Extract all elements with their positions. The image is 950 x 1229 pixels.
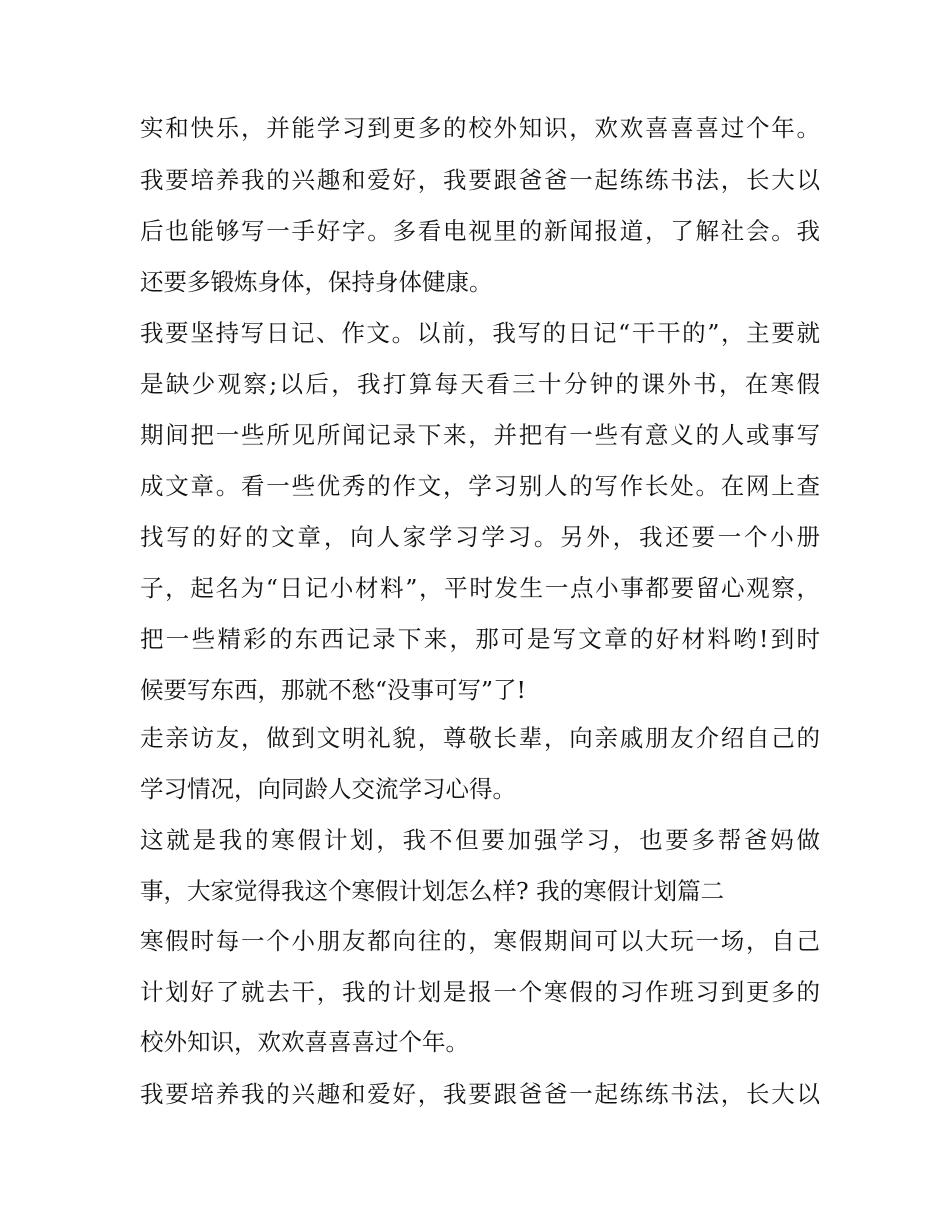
text-line: 实和快乐，并能学习到更多的校外知识，欢欢喜喜喜过个年。 — [140, 114, 820, 142]
text-line: 成文章。看一些优秀的作文，学习别人的写作长处。在网上查 — [140, 472, 820, 500]
text-line: 还要多锻炼身体，保持身体健康。 — [140, 268, 493, 296]
text-line: 这就是我的寒假计划，我不但要加强学习，也要多帮爸妈做 — [140, 826, 820, 854]
text-line: 事，大家觉得我这个寒假计划怎么样? 我的寒假计划篇二 — [140, 877, 725, 905]
text-line: 找写的好的文章，向人家学习学习。另外，我还要一个小册 — [140, 523, 820, 551]
text-line: 我要坚持写日记、作文。以前，我写的日记“干干的”，主要就 — [140, 319, 820, 347]
text-line: 计划好了就去干，我的计划是报一个寒假的习作班习到更多的 — [140, 978, 820, 1006]
text-line: 期间把一些所见所闻记录下来，并把有一些有意义的人或事写 — [140, 421, 820, 449]
text-line: 后也能够写一手好字。多看电视里的新闻报道，了解社会。我 — [140, 217, 820, 245]
text-line: 校外知识，欢欢喜喜喜过个年。 — [140, 1028, 469, 1056]
text-line: 候要写东西，那就不愁“没事可写”了! — [140, 676, 526, 704]
text-line: 把一些精彩的东西记录下来，那可是写文章的好材料哟!到时 — [140, 625, 820, 653]
text-line: 我要培养我的兴趣和爱好，我要跟爸爸一起练练书法，长大以 — [140, 166, 820, 194]
text-line: 寒假时每一个小朋友都向往的，寒假期间可以大玩一场，自己 — [140, 927, 820, 955]
text-line: 我要培养我的兴趣和爱好，我要跟爸爸一起练练书法，长大以 — [140, 1080, 820, 1108]
text-line: 走亲访友，做到文明礼貌，尊敬长辈，向亲戚朋友介绍自己的 — [140, 724, 820, 752]
text-line: 子，起名为“日记小材料”，平时发生一点小事都要留心观察， — [140, 574, 820, 602]
text-line: 学习情况，向同龄人交流学习心得。 — [140, 775, 516, 803]
text-line: 是缺少观察;以后，我打算每天看三十分钟的课外书，在寒假 — [140, 370, 820, 398]
